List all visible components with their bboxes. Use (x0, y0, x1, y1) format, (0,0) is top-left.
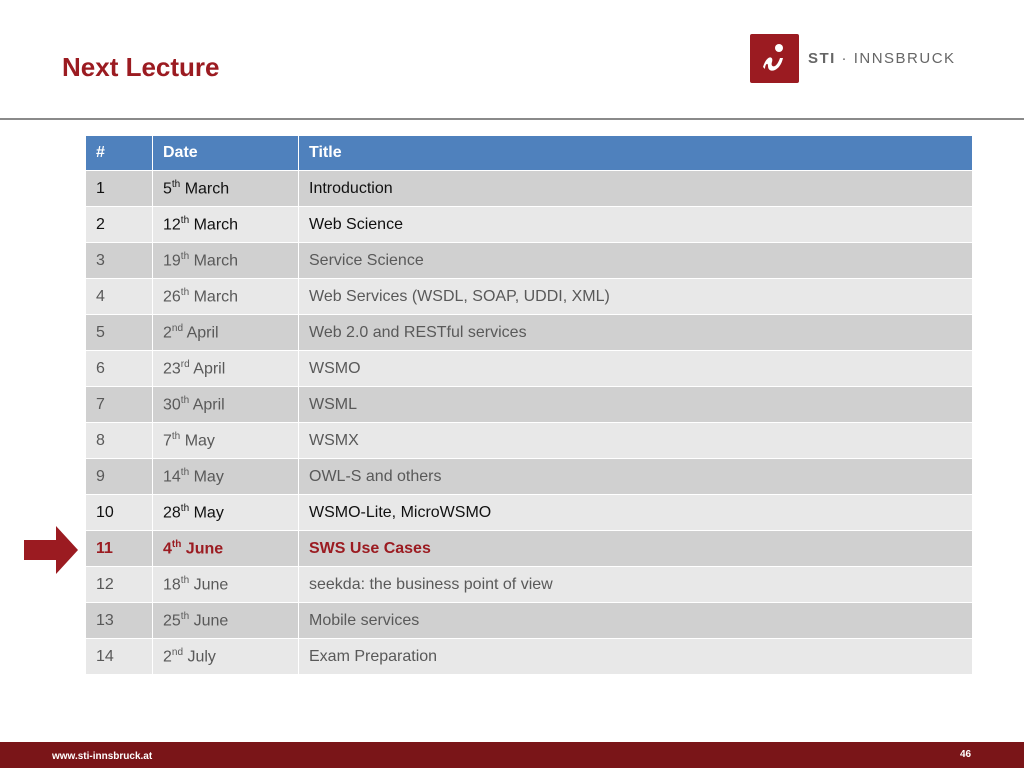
cell-title: OWL-S and others (299, 459, 973, 495)
cell-date (153, 171, 299, 207)
date-day: 19 (163, 252, 181, 270)
cell-title: WSMX (299, 423, 973, 459)
cell-title: WSMO (299, 351, 973, 387)
table-row (86, 171, 973, 207)
cell-number: 5 (86, 315, 153, 351)
cell-number: 12 (86, 567, 153, 603)
date-month: April (189, 360, 226, 378)
cell-number: 2 (86, 207, 153, 243)
date-suffix: nd (171, 322, 184, 334)
sti-logo-icon (750, 34, 799, 83)
table-body (86, 171, 973, 675)
date-suffix: th (180, 250, 190, 262)
date-month: July (183, 648, 216, 666)
table-row (86, 459, 973, 495)
cell-date (153, 603, 299, 639)
cell-number: 6 (86, 351, 153, 387)
cell-date (153, 243, 299, 279)
cell-title: Mobile services (299, 603, 973, 639)
date-day: 7 (163, 432, 172, 450)
date-month: April (189, 396, 225, 414)
date-day: 2 (163, 324, 172, 342)
date-suffix: nd (171, 646, 184, 658)
date-day: 23 (163, 360, 181, 378)
cell-number: 1 (86, 171, 153, 207)
header-number: # (86, 136, 153, 171)
cell-number: 7 (86, 387, 153, 423)
date-suffix: th (171, 538, 182, 550)
date-month: June (189, 612, 229, 630)
cell-number: 9 (86, 459, 153, 495)
header-date: Date (153, 136, 299, 171)
table-row (86, 279, 973, 315)
cell-number: 11 (86, 531, 153, 567)
cell-title: Web 2.0 and RESTful services (299, 315, 973, 351)
date-day: 5 (163, 180, 172, 198)
cell-date (153, 423, 299, 459)
cell-title: SWS Use Cases (299, 531, 973, 567)
cell-date (153, 315, 299, 351)
logo-text (808, 50, 956, 67)
cell-date (153, 495, 299, 531)
cell-title: WSML (299, 387, 973, 423)
footer-url[interactable]: www.sti-innsbruck.at (52, 751, 153, 762)
date-day: 26 (163, 288, 181, 306)
cell-date (153, 567, 299, 603)
cell-title: Exam Preparation (299, 639, 973, 675)
date-suffix: rd (180, 358, 190, 370)
cell-number: 8 (86, 423, 153, 459)
date-month: May (180, 432, 215, 450)
date-month: May (189, 504, 224, 522)
cell-title: Introduction (299, 171, 973, 207)
date-suffix: th (180, 466, 190, 478)
footer-bar (0, 742, 1024, 768)
date-month: March (189, 216, 239, 234)
date-month: March (189, 252, 239, 270)
table-row (86, 315, 973, 351)
right-arrow-icon (24, 526, 78, 579)
table-row (86, 423, 973, 459)
page-number: 46 (960, 749, 972, 760)
cell-date (153, 639, 299, 675)
date-day: 12 (163, 216, 181, 234)
date-suffix: th (180, 286, 190, 298)
date-month: May (189, 468, 224, 486)
cell-title: seekda: the business point of view (299, 567, 973, 603)
cell-date (153, 531, 299, 567)
table-row (86, 603, 973, 639)
table-row (86, 387, 973, 423)
table-row (86, 639, 973, 675)
cell-title: Web Services (WSDL, SOAP, UDDI, XML) (299, 279, 973, 315)
date-month: April (183, 324, 219, 342)
cell-title: Web Science (299, 207, 973, 243)
date-day: 4 (163, 540, 172, 558)
date-suffix: th (180, 394, 190, 406)
cell-number: 3 (86, 243, 153, 279)
date-month: March (189, 288, 239, 306)
logo-separator: · (835, 50, 854, 67)
date-day: 2 (163, 648, 172, 666)
cell-number: 14 (86, 639, 153, 675)
date-day: 14 (163, 468, 181, 486)
table-row (86, 351, 973, 387)
cell-date (153, 279, 299, 315)
lecture-table (85, 135, 973, 675)
date-suffix: th (171, 178, 181, 190)
date-month: June (181, 540, 224, 558)
table-row (86, 243, 973, 279)
table-header-row (86, 136, 973, 171)
table-row (86, 531, 973, 567)
slide-title: Next Lecture (62, 52, 220, 82)
cell-number: 4 (86, 279, 153, 315)
date-suffix: th (180, 502, 190, 514)
cell-date (153, 207, 299, 243)
cell-date (153, 351, 299, 387)
date-day: 18 (163, 576, 181, 594)
logo-brand: STI (808, 50, 836, 67)
cell-number: 13 (86, 603, 153, 639)
table-row (86, 567, 973, 603)
table-row (86, 495, 973, 531)
cell-title: Service Science (299, 243, 973, 279)
header-title: Title (299, 136, 973, 171)
header-divider (0, 118, 1024, 120)
date-suffix: th (180, 214, 190, 226)
cell-title: WSMO-Lite, MicroWSMO (299, 495, 973, 531)
date-day: 28 (163, 504, 181, 522)
date-day: 30 (163, 396, 181, 414)
cell-date (153, 459, 299, 495)
date-suffix: th (171, 430, 181, 442)
date-suffix: th (180, 574, 190, 586)
date-month: March (180, 180, 230, 198)
date-month: June (189, 576, 229, 594)
table-row (86, 207, 973, 243)
sti-logo (750, 34, 956, 83)
date-suffix: th (180, 610, 190, 622)
logo-place: INNSBRUCK (853, 50, 956, 67)
cell-date (153, 387, 299, 423)
date-day: 25 (163, 612, 181, 630)
cell-number: 10 (86, 495, 153, 531)
